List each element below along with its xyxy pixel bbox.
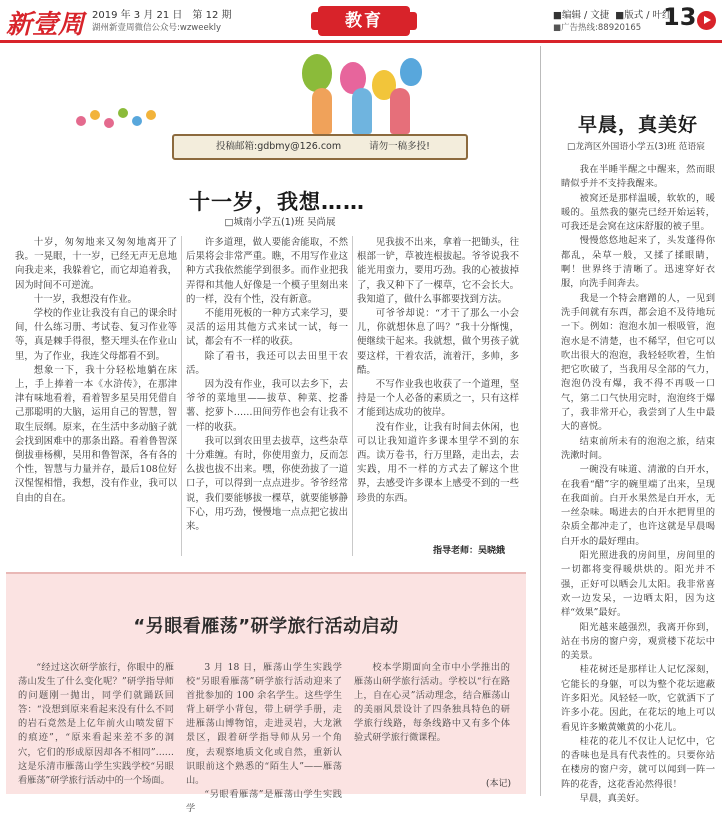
paragraph: 早晨，真美好。 [579, 793, 645, 805]
main-article-column-3 [357, 236, 519, 506]
paragraph: 我可以到农田里去拔草，这些杂草十分难缠。有时，你使用蛮力，反而怎么拔也拔不出来。嘿，你使劲拔了一道口子，可以得到一点点进步。爷爷经常说，我们要能够拔一棵草，就要能够静下心，用巧劲，慢慢地一点点把它拔出来。 [186, 435, 348, 533]
paragraph: 阳光照进我的房间里，房间里的一切都将变得暖烘烘的。阳光并不强，正好可以晒会儿太阳。我非常喜欢一边发呆，一边晒太阳，因为这样“效果”最好。 [561, 550, 715, 619]
paragraph: 因为没有作业，我可以去乡下，去爷爷的菜地里——拔草、种菜、挖番薯、挖萝卜……田间劳作也会有让我不一样的收获。 [186, 379, 348, 433]
column-divider [352, 236, 353, 556]
next-page-arrow-icon [697, 11, 716, 30]
paragraph: 许多道理，做人要能舍能取，不然后果将会非常严重。瞧，不用写作业这种方式我依然能学到很多。而作业把我弄得和其他人好像是一个模子里刻出来的一样，没有个性，没有新意。 [186, 237, 348, 305]
editor-info [553, 9, 671, 35]
paragraph: 可爷爷却说：“才干了那么一小会儿，你就想休息了吗？”我十分惭愧，便继续干起来。我就想，做个男孩子就要这样，干着农活，流着汗，多帅，多酷。 [357, 308, 519, 376]
main-article-column-2 [186, 236, 348, 534]
paragraph: 见我拔不出来，拿着一把锄头，往根部一铲，草被连根拔起。爷爷说我不能光用蛮力，要用巧劲。我的心被拔掉了，我又种下了一棵草，它不会长大。我知道了，做什么事都要找到方法。 [357, 237, 519, 305]
submission-board [172, 134, 468, 160]
layout-credit: ■版式 / 叶红 [615, 10, 672, 21]
editor-credit: ■编辑 / 文捷 [553, 10, 610, 21]
side-article-body [561, 163, 715, 806]
paragraph: 校本学期面向全市中小学推出的雁荡山研学旅行活动。学校以“行在路上，自在心灵”活动理念，结合雁荡山的美丽风景设计了四条独具特色的研学旅行线路，每条线路中又有多个体验式研学旅行微课程。 [354, 662, 510, 744]
paragraph: 十岁，匆匆地来又匆匆地离开了我。一晃眼，十一岁，已经无声无息地向我走来，我躲着它，而它却追着我，因为时间不可逆流。 [15, 237, 177, 291]
activity-column-1 [18, 661, 174, 788]
activity-credit: (本记) [486, 779, 512, 789]
column-divider [181, 236, 182, 556]
side-article-title: 早晨，真美好 [577, 114, 698, 136]
side-article-byline: □龙湾区外国语小学五(3)班 范语宸 [567, 142, 705, 152]
paragraph: 学校的作业让我没有自己的课余时间，什么练习册、考试卷、复习作业等等，真是棘手得很，整天埋头在作业山里，为了作业，我连父母都看不到。 [15, 308, 177, 362]
paragraph: 阳光越来越强烈，我离开你到，站在书房的窗户旁，观赏楼下花坛中的美景。 [561, 621, 715, 662]
side-column-divider [540, 46, 541, 796]
public-account: 湖州新壹周微信公众号:wzweekly [92, 23, 222, 33]
balloons-illustration [302, 46, 422, 136]
activity-title: “另眼看雁荡”研学旅行活动启动 [133, 616, 399, 637]
paragraph: 不写作业我也收获了一个道理，坚持是一个人必备的素质之一，只有这样才能到达成功的彼岸。 [357, 379, 519, 419]
activity-column-2 [186, 661, 342, 816]
submission-email: 投稿邮箱:gdbmy@126.com [216, 141, 342, 152]
paragraph: 桂花树还是那样让人记忆深刻，它能长的身躯，可以为整个花坛遮蔽许多阳光。风轻轻一吹，它就洒下了许多小花。因此，在花坛的地上可以看见许多嫩黄嫩黄的小花儿。 [561, 664, 715, 733]
paragraph: 十一岁，我想没有作业。 [33, 293, 137, 305]
paragraph: 不能用死板的一种方式来学习，要灵活的运用其他方式来试一试，每一试，都会有不一样的收获。 [186, 308, 348, 348]
date-issue: 2019 年 3 月 21 日 第 12 期 [92, 10, 232, 21]
section-tab-education: 教育 [318, 6, 410, 36]
main-article-title: 十一岁，我想…… [189, 190, 365, 214]
paragraph: “经过这次研学旅行，你眼中的雁荡山发生了什么变化呢？”研学指导师的问题刚一抛出，同学们就踊跃回答：“没想到原来看起来没有什么不同的岩石竟然是上亿年前火山喷发留下的痕迹”，“原来看起来差不多的洞穴，它们的形成原因却各不相同”……这是乐清市雁荡山学生实践学校“另眼看雁荡”研学旅行活动中的一个场面。 [18, 662, 174, 786]
paragraph: 慢慢悠悠地起来了，头发蓬得你都乱，朵草一般，又揉了揉眼睛，啊！世界终于清晰了。迅速穿好衣服，向洗手间奔去。 [561, 235, 715, 290]
submission-banner [72, 46, 502, 170]
flowers-illustration [72, 106, 172, 136]
header-rule [0, 40, 722, 43]
main-article-byline: □城南小学五(1)班 吴尚展 [224, 217, 336, 228]
issue-info [92, 9, 232, 35]
main-article-body [15, 236, 531, 562]
paragraph: 被窝还是那样温暖，软软的，暖暖的。虽然我的躯壳已经开始运转，可我还是会窝在这床舒服的被子里。 [561, 192, 715, 233]
main-article-column-1 [15, 236, 177, 506]
paragraph: 桂花的花儿不仅让人记忆中，它的香味也是具有代表性的。只要你站在楼房的窗户旁，就可以闻到一阵一阵的花香，这花香沁然得很！ [561, 735, 715, 790]
paragraph: 结束前所未有的泡泡之旅，结束洗漱时间。 [561, 435, 715, 461]
paragraph: 一碗没有味道、清澈的白开水，在我看“醋”字的碗里端了出来，呈现在我面前。白开水果然是白开水，无一丝杂味。喝进去的白开水把胃里的杂质全都冲走了，也许这就是早晨喝白开水的最好理由。 [561, 464, 715, 547]
paragraph: 我是一个特会磨蹭的人，一见到洗手间就有东西，都会追不及待地玩一下。例如：泡泡水加一根吸管，泡泡水是不清楚，也不稀罕，但它可以吹出很大的泡泡，我轻轻吹着，生怕把它吹破了，当我用尽全部的气力，泡泡仍没有爆，我不得不再吸一口气，第二口气快用完时，泡泡终于爆了，我非常开心，我尝到了人生中最大的喜悦。 [561, 292, 715, 433]
page-number: 13 [663, 3, 697, 31]
paragraph: 我在半睡半醒之中醒来，然而眼睛似乎并不支持我醒来。 [561, 164, 715, 190]
paragraph: 除了看书，我还可以去田里干农活。 [186, 350, 348, 376]
activity-column-3 [354, 661, 510, 746]
paragraph: 想象一下，我十分轻松地躺在床上，手上捧着一本《水浒传》，在那津津有味地看着，看着智多星吴用凭借自己那聪明的大脑，运用自己的智慧，智取生辰纲。原来，在生活中多动脑子就会找到困难中的那条出路。看着鲁智深倒拔垂杨柳，吴用和鲁智深，各有各的个性，智慧与力量并存，最后108位好汉惺惺相惜，我想，没有作业，我可以自由的自在。 [15, 364, 177, 504]
masthead [0, 0, 722, 46]
activity-news-box [6, 572, 526, 814]
newspaper-logo: 新壹周 [6, 10, 85, 40]
submission-notice: 请勿一稿多投! [369, 141, 430, 152]
paragraph: “另眼看雁荡”是雁荡山学生实践学 [186, 788, 342, 814]
advisor-credit: 指导老师：吴晓娥 [433, 546, 506, 556]
paragraph: 3 月 18 日，雁荡山学生实践学校“另眼看雁荡”研学旅行活动迎来了首批参加的 100 余名学生。这些学生背上研学小背包，带上研学手册，走进雁荡山博物馆，走进灵岩，大龙湫景区，跟着研学指导师从另一个角度，去观察地质文化或自然，重新认识眼前这个熟悉的“陌生人”——雁荡山。 [186, 662, 342, 786]
paragraph: 没有作业，让我有时间去休闲，也可以让我知道许多课本里学不到的东西。读万卷书，行万里路，走出去，去实践，用不一样的方式去了解这个世界，去感受许多课本上感受不到的一些珍贵的东西。 [357, 421, 519, 504]
ad-hotline: ■广告热线:88920165 [553, 23, 642, 33]
